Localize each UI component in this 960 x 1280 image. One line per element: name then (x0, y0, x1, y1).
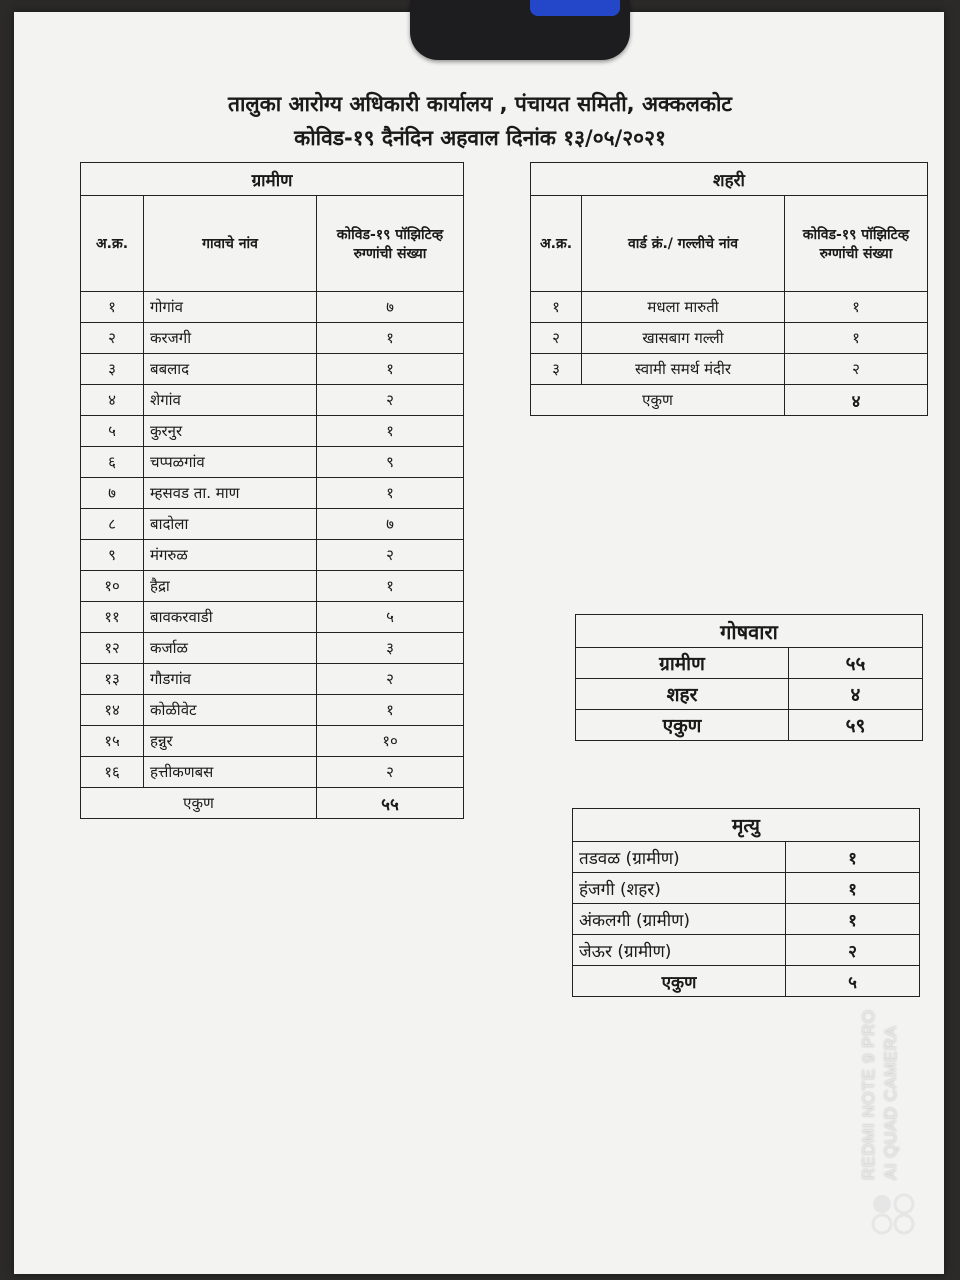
rural-village-name: कुरनुर (144, 416, 317, 447)
rural-village-name: कर्जाळ (144, 633, 317, 664)
rural-sr: १३ (81, 664, 144, 695)
death-count: १ (786, 904, 920, 935)
table-row (573, 873, 920, 904)
summary-value: ५९ (789, 710, 923, 741)
table-row (81, 447, 464, 478)
rural-total-value: ५५ (317, 788, 464, 819)
rural-sr: ५ (81, 416, 144, 447)
urban-count: १ (785, 292, 928, 323)
rural-village-name: मंगरुळ (144, 540, 317, 571)
table-row (81, 416, 464, 447)
urban-ward-name: खासबाग गल्ली (582, 323, 785, 354)
urban-sr: १ (531, 292, 582, 323)
table-row (81, 602, 464, 633)
rural-table (80, 162, 464, 819)
rural-sr: ६ (81, 447, 144, 478)
rural-sr: १४ (81, 695, 144, 726)
watermark-line-1: REDMI NOTE 9 PRO (859, 1009, 878, 1180)
rural-village-name: बावकरवाडी (144, 602, 317, 633)
rural-village-name: बबलाद (144, 354, 317, 385)
summary-label: एकुण (576, 710, 789, 741)
rural-total-label: एकुण (81, 788, 317, 819)
death-location: अंकलगी (ग्रामीण) (573, 904, 786, 935)
rural-count: ९ (317, 447, 464, 478)
camera-logo-icon (868, 1190, 918, 1238)
table-row (531, 354, 928, 385)
rural-count: १ (317, 478, 464, 509)
rural-village-name: बादोला (144, 509, 317, 540)
table-row (81, 695, 464, 726)
summary-value: ५५ (789, 648, 923, 679)
rural-village-name: हैद्रा (144, 571, 317, 602)
urban-title: शहरी (531, 163, 928, 196)
table-row (81, 385, 464, 416)
deaths-total-label: एकुण (573, 966, 786, 997)
rural-count: ५ (317, 602, 464, 633)
table-row (576, 679, 923, 710)
rural-sr: ८ (81, 509, 144, 540)
urban-table (530, 162, 928, 416)
rural-sr: ९ (81, 540, 144, 571)
deaths-total-value: ५ (786, 966, 920, 997)
urban-total-value: ४ (785, 385, 928, 416)
table-row (81, 633, 464, 664)
table-row (81, 664, 464, 695)
watermark-line-2: AI QUAD CAMERA (881, 1025, 900, 1180)
rural-count: १ (317, 323, 464, 354)
urban-count: १ (785, 323, 928, 354)
camera-watermark (858, 980, 902, 1180)
rural-village-name: करजगी (144, 323, 317, 354)
rural-sr: ७ (81, 478, 144, 509)
table-row (81, 757, 464, 788)
table-row (81, 571, 464, 602)
rural-count: १ (317, 695, 464, 726)
rural-count: ३ (317, 633, 464, 664)
rural-sr: ११ (81, 602, 144, 633)
summary-table (575, 614, 923, 741)
table-row (573, 935, 920, 966)
deaths-title: मृत्यु (573, 809, 920, 842)
table-row (531, 323, 928, 354)
rural-sr: १० (81, 571, 144, 602)
rural-title: ग्रामीण (81, 163, 464, 196)
death-count: १ (786, 842, 920, 873)
urban-ward-name: स्वामी समर्थ मंदीर (582, 354, 785, 385)
table-row (81, 323, 464, 354)
table-row (573, 842, 920, 873)
summary-title: गोषवारा (576, 615, 923, 648)
urban-col-count: कोविड-१९ पॉझिटिव्ह रुग्णांची संख्या (785, 196, 928, 292)
urban-sr: ३ (531, 354, 582, 385)
rural-village-name: गौडगांव (144, 664, 317, 695)
rural-village-name: हन्नुर (144, 726, 317, 757)
table-row (576, 648, 923, 679)
table-row (531, 292, 928, 323)
rural-count: १ (317, 571, 464, 602)
summary-label: शहर (576, 679, 789, 710)
death-location: हंजगी (शहर) (573, 873, 786, 904)
rural-sr: ४ (81, 385, 144, 416)
rural-count: १० (317, 726, 464, 757)
stapler-object (410, 0, 630, 60)
deaths-table (572, 808, 920, 997)
summary-value: ४ (789, 679, 923, 710)
urban-ward-name: मधला मारुती (582, 292, 785, 323)
rural-village-name: शेगांव (144, 385, 317, 416)
table-row (81, 354, 464, 385)
urban-col-name: वार्ड क्रं./ गल्लीचे नांव (582, 196, 785, 292)
death-location: जेऊर (ग्रामीण) (573, 935, 786, 966)
rural-count: २ (317, 385, 464, 416)
table-row (81, 726, 464, 757)
rural-sr: ३ (81, 354, 144, 385)
rural-village-name: गोगांव (144, 292, 317, 323)
rural-count: १ (317, 354, 464, 385)
rural-village-name: हत्तीकणबस (144, 757, 317, 788)
death-location: तडवळ (ग्रामीण) (573, 842, 786, 873)
rural-col-count: कोविड-१९ पॉझिटिव्ह रुग्णांची संख्या (317, 196, 464, 292)
table-row (81, 292, 464, 323)
rural-count: २ (317, 757, 464, 788)
office-title: तालुका आरोग्य अधिकारी कार्यालय , पंचायत समिती, अक्कलकोट (228, 92, 732, 116)
rural-count: ७ (317, 292, 464, 323)
urban-col-sr: अ.क्र. (531, 196, 582, 292)
rural-sr: १६ (81, 757, 144, 788)
table-row (576, 710, 923, 741)
rural-count: २ (317, 540, 464, 571)
urban-count: २ (785, 354, 928, 385)
rural-col-sr: अ.क्र. (81, 196, 144, 292)
rural-village-name: कोळीवेट (144, 695, 317, 726)
rural-sr: १५ (81, 726, 144, 757)
report-title: कोविड-१९ दैनंदिन अहवाल दिनांक १३/०५/२०२१ (294, 126, 666, 150)
summary-label: ग्रामीण (576, 648, 789, 679)
table-row (81, 509, 464, 540)
death-count: २ (786, 935, 920, 966)
death-count: १ (786, 873, 920, 904)
rural-count: १ (317, 416, 464, 447)
rural-village-name: चप्पळगांव (144, 447, 317, 478)
stapler-blue-part (530, 0, 620, 16)
urban-total-label: एकुण (531, 385, 785, 416)
rural-sr: १२ (81, 633, 144, 664)
rural-sr: १ (81, 292, 144, 323)
table-row (81, 478, 464, 509)
urban-sr: २ (531, 323, 582, 354)
rural-col-name: गावाचे नांव (144, 196, 317, 292)
table-row (573, 904, 920, 935)
table-row (81, 540, 464, 571)
rural-count: २ (317, 664, 464, 695)
rural-village-name: म्हसवड ता. माण (144, 478, 317, 509)
rural-sr: २ (81, 323, 144, 354)
rural-count: ७ (317, 509, 464, 540)
